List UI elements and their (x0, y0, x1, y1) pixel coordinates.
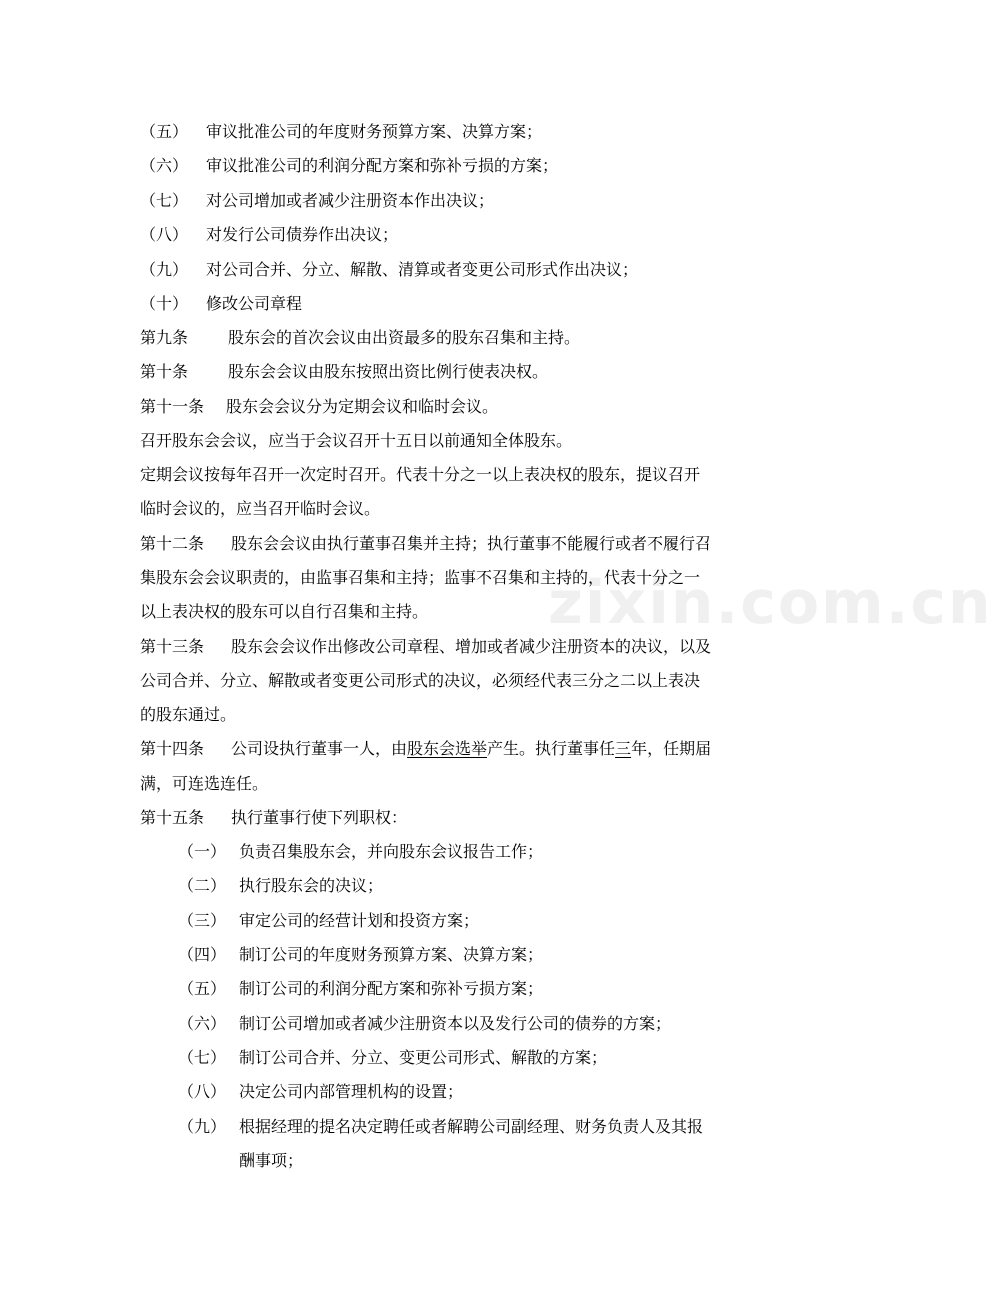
article-9 (140, 320, 792, 355)
article-text: 年，任期届 (631, 739, 712, 758)
item-number: （七） (140, 191, 189, 210)
article-13 (140, 629, 792, 664)
paragraph-continuation: 公司合并、分立、解散或者变更公司形式的决议，必须经代表三分之二以上表决 (140, 671, 701, 690)
article-number: 第十五条 (140, 808, 205, 827)
item-text: 根据经理的提名决定聘任或者解聘公司副经理、财务负责人及其报 (239, 1117, 704, 1136)
article-14 (140, 731, 792, 766)
list-item (178, 937, 792, 972)
item-text: 审定公司的经营计划和投资方案； (239, 911, 480, 930)
article-11 (140, 389, 792, 424)
list-item (178, 1006, 792, 1041)
article-text: 公司设执行董事一人，由 (231, 739, 408, 758)
article-text: 产生。执行董事任 (487, 739, 616, 758)
item-number: （八） (178, 1082, 227, 1101)
list-item (178, 1074, 792, 1109)
article-number: 第十四条 (140, 739, 205, 758)
item-number: （七） (178, 1048, 227, 1067)
paragraph-continuation: 的股东通过。 (140, 705, 237, 724)
list-item (140, 114, 792, 149)
underlined-term: 三 (615, 739, 632, 758)
item-number: （九） (140, 260, 189, 279)
item-number: （九） (178, 1117, 227, 1136)
item-number: （四） (178, 945, 227, 964)
item-text: 制订公司的利润分配方案和弥补亏损方案； (239, 979, 544, 998)
paragraph-continuation: 以上表决权的股东可以自行召集和主持。 (140, 602, 429, 621)
item-text: 负责召集股东会，并向股东会议报告工作； (239, 842, 544, 861)
article-number: 第九条 (140, 328, 189, 347)
item-text: 修改公司章程 (206, 294, 303, 313)
article-text: 执行董事行使下列职权： (231, 808, 408, 827)
article-text: 股东会会议由股东按照出资比例行使表决权。 (228, 362, 549, 381)
item-number: （二） (178, 876, 227, 895)
paragraph: 召开股东会会议，应当于会议召开十五日以前通知全体股东。 (140, 431, 573, 450)
item-text: 制订公司增加或者减少注册资本以及发行公司的债券的方案； (239, 1014, 672, 1033)
item-text: 审议批准公司的利润分配方案和弥补亏损的方案； (206, 156, 559, 175)
paragraph: 定期会议按每年召开一次定时召开。代表十分之一以上表决权的股东，提议召开 (140, 465, 701, 484)
underlined-term: 股东会选举 (407, 739, 488, 758)
item-number: （六） (178, 1014, 227, 1033)
item-number: （五） (178, 979, 227, 998)
list-item (140, 286, 792, 321)
list-item (178, 834, 792, 869)
article-text: 股东会会议作出修改公司章程、增加或者减少注册资本的决议，以及 (231, 637, 712, 656)
item-number: （五） (140, 122, 189, 141)
list-item (178, 1040, 792, 1075)
item-text: 执行股东会的决议； (239, 876, 384, 895)
item-number: （一） (178, 842, 227, 861)
item-text: 对发行公司债券作出决议； (206, 225, 399, 244)
item-text: 审议批准公司的年度财务预算方案、决算方案； (206, 122, 543, 141)
article-text: 股东会会议由执行董事召集并主持；执行董事不能履行或者不履行召 (231, 534, 712, 553)
list-item-continuation: 酬事项； (239, 1151, 304, 1170)
list-item (178, 868, 792, 903)
item-text: 制订公司合并、分立、变更公司形式、解散的方案； (239, 1048, 608, 1067)
article-text: 股东会的首次会议由出资最多的股东召集和主持。 (228, 328, 581, 347)
article-number: 第十二条 (140, 534, 205, 553)
article-number: 第十一条 (140, 397, 205, 416)
article-number: 第十三条 (140, 637, 205, 656)
item-text: 制订公司的年度财务预算方案、决算方案； (239, 945, 544, 964)
article-text: 股东会会议分为定期会议和临时会议。 (226, 397, 499, 416)
list-item (140, 183, 792, 218)
item-text: 对公司合并、分立、解散、清算或者变更公司形式作出决议； (206, 260, 639, 279)
paragraph-continuation: 临时会议的，应当召开临时会议。 (140, 499, 381, 518)
item-text: 决定公司内部管理机构的设置； (239, 1082, 464, 1101)
article-15 (140, 800, 792, 835)
item-text: 对公司增加或者减少注册资本作出决议； (206, 191, 495, 210)
list-item (140, 217, 792, 252)
article-number: 第十条 (140, 362, 189, 381)
watermark: zixin.com.cn (548, 568, 993, 638)
list-item (140, 148, 792, 183)
item-number: （三） (178, 911, 227, 930)
item-number: （十） (140, 294, 189, 313)
item-number: （六） (140, 156, 189, 175)
item-number: （八） (140, 225, 189, 244)
article-12 (140, 526, 792, 561)
article-10 (140, 354, 792, 389)
list-item (178, 971, 792, 1006)
paragraph-continuation: 集股东会会议职责的，由监事召集和主持；监事不召集和主持的，代表十分之一 (140, 568, 701, 587)
list-item (178, 903, 792, 938)
paragraph-continuation: 满，可连选连任。 (140, 774, 269, 793)
list-item (178, 1109, 792, 1144)
list-item (140, 252, 792, 287)
